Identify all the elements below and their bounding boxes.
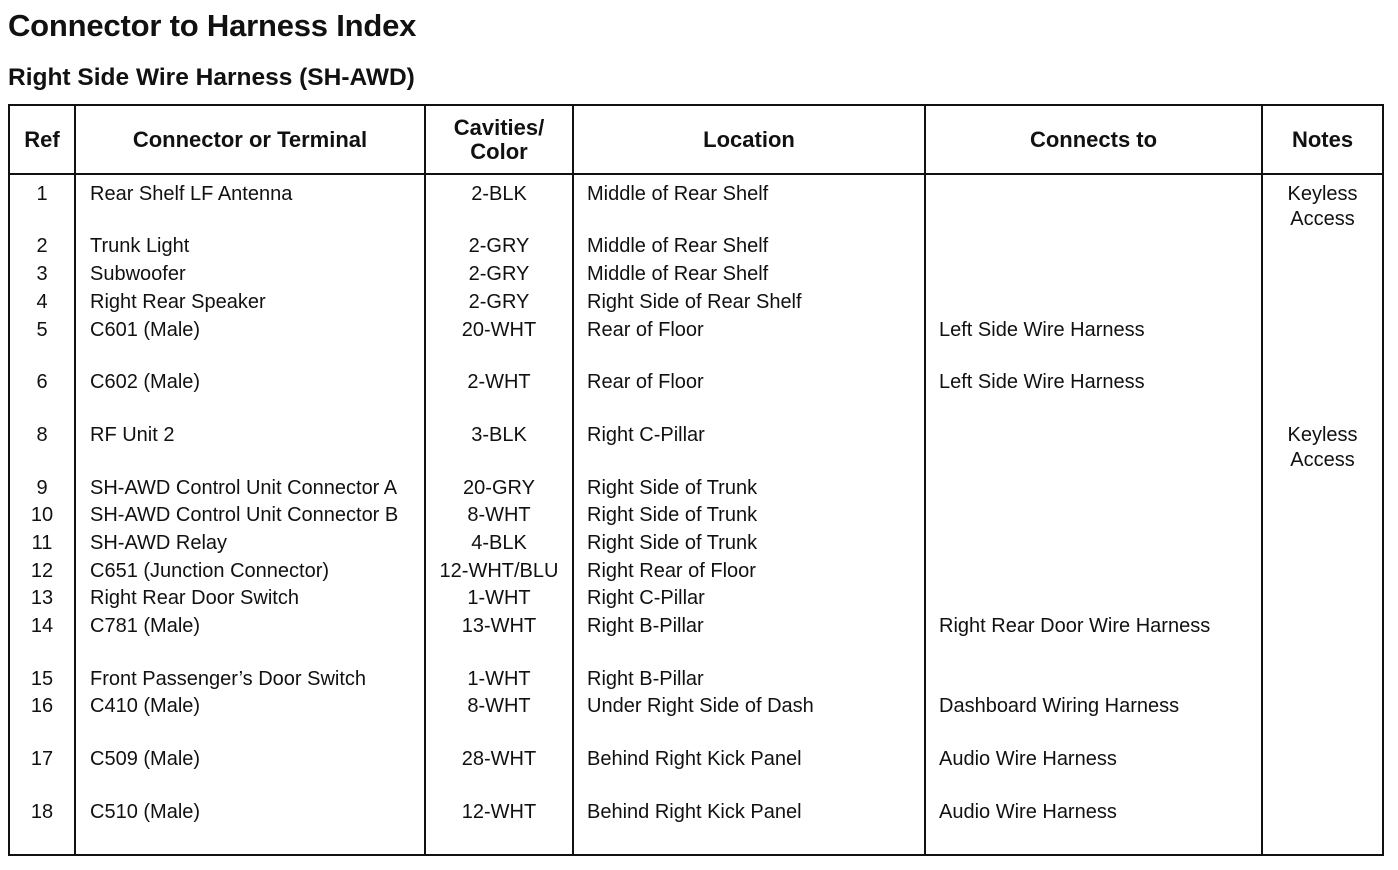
cell-cavities: 12-WHT: [461, 801, 537, 823]
cell-location: Right Rear of Floor: [587, 560, 756, 582]
header-location: Location: [703, 126, 795, 152]
cell-location: Right Side of Trunk: [587, 532, 758, 554]
cell-connector: SH-AWD Control Unit Connector A: [90, 477, 398, 499]
header-cavities-line2: Color: [470, 138, 528, 164]
cell-connector: C510 (Male): [90, 801, 201, 823]
cell-connects-to: Audio Wire Harness: [939, 801, 1117, 823]
cell-location: Behind Right Kick Panel: [587, 801, 802, 823]
connector-table: [8, 104, 1384, 856]
cell-connector: SH-AWD Relay: [90, 532, 228, 554]
cell-notes-line2: Access: [1290, 449, 1355, 471]
cell-location: Behind Right Kick Panel: [587, 748, 802, 770]
cell-cavities: 8-WHT: [467, 504, 531, 526]
cell-ref: 18: [30, 801, 54, 823]
cell-ref: 1: [36, 183, 48, 205]
cell-ref: 16: [30, 695, 54, 717]
cell-location: Right C-Pillar: [587, 424, 705, 446]
cell-ref: 8: [36, 424, 48, 446]
header-cavities: [426, 106, 572, 173]
cell-location: Right Side of Rear Shelf: [587, 291, 802, 313]
cell-cavities: 28-WHT: [461, 748, 537, 770]
cell-notes-line2: Access: [1290, 208, 1355, 230]
cell-connector: C509 (Male): [90, 748, 201, 770]
cell-ref: 5: [36, 319, 48, 341]
cell-location: Right Side of Trunk: [587, 477, 758, 499]
cell-ref: 15: [30, 668, 54, 690]
cell-connector: Rear Shelf LF Antenna: [90, 183, 293, 205]
cell-connects-to: Right Rear Door Wire Harness: [939, 615, 1211, 637]
cell-notes-line1: Keyless: [1287, 183, 1358, 205]
cell-connector: C602 (Male): [90, 371, 201, 393]
header-connector: Connector or Terminal: [132, 126, 368, 152]
cell-location: Middle of Rear Shelf: [587, 263, 769, 285]
cell-ref: 17: [30, 748, 54, 770]
cell-connects-to: Left Side Wire Harness: [939, 319, 1145, 341]
cell-location: Rear of Floor: [587, 371, 704, 393]
cell-connector: RF Unit 2: [90, 424, 175, 446]
cell-location: Right B-Pillar: [587, 615, 704, 637]
cell-location: Under Right Side of Dash: [587, 695, 814, 717]
cell-cavities: 3-BLK: [471, 424, 527, 446]
cell-ref: 13: [30, 587, 54, 609]
cell-connector: Right Rear Speaker: [90, 291, 266, 313]
cell-connector: C781 (Male): [90, 615, 201, 637]
cell-ref: 3: [36, 263, 48, 285]
cell-location: Rear of Floor: [587, 319, 704, 341]
cell-cavities: 1-WHT: [467, 668, 531, 690]
cell-ref: 14: [30, 615, 54, 637]
cell-connector: SH-AWD Control Unit Connector B: [90, 504, 399, 526]
cell-connects-to: Left Side Wire Harness: [939, 371, 1145, 393]
cell-cavities: 12-WHT/BLU: [439, 560, 559, 582]
cell-connector: C410 (Male): [90, 695, 201, 717]
cell-ref: 10: [30, 504, 54, 526]
cell-notes-line1: Keyless: [1287, 424, 1358, 446]
cell-location: Middle of Rear Shelf: [587, 235, 769, 257]
cell-cavities: 2-GRY: [468, 263, 530, 285]
cell-ref: 9: [36, 477, 48, 499]
cell-connector: Front Passenger’s Door Switch: [90, 668, 367, 690]
cell-ref: 2: [36, 235, 48, 257]
cell-ref: 11: [31, 532, 53, 554]
cell-connector: Right Rear Door Switch: [90, 587, 299, 609]
cell-cavities: 13-WHT: [461, 615, 537, 637]
cell-connector: Trunk Light: [90, 235, 190, 257]
cell-connects-to: Dashboard Wiring Harness: [939, 695, 1180, 717]
cell-connector: C601 (Male): [90, 319, 201, 341]
header-divider: [10, 173, 1382, 175]
page-title: Connector to Harness Index: [8, 8, 417, 43]
cell-location: Right B-Pillar: [587, 668, 704, 690]
cell-connects-to: Audio Wire Harness: [939, 748, 1117, 770]
cell-ref: 4: [36, 291, 48, 313]
header-ref: Ref: [24, 126, 60, 152]
cell-cavities: 2-GRY: [468, 291, 530, 313]
column-divider: [924, 106, 926, 854]
cell-location: Middle of Rear Shelf: [587, 183, 769, 205]
cell-location: Right C-Pillar: [587, 587, 705, 609]
header-cavities-line1: Cavities/: [453, 114, 545, 140]
cell-cavities: 1-WHT: [467, 587, 531, 609]
column-divider: [74, 106, 76, 854]
header-notes: Notes: [1291, 126, 1354, 152]
cell-cavities: 20-GRY: [463, 477, 535, 499]
cell-cavities: 20-WHT: [461, 319, 537, 341]
cell-cavities: 8-WHT: [467, 695, 531, 717]
column-divider: [572, 106, 574, 854]
cell-cavities: 2-BLK: [471, 183, 527, 205]
section-subtitle: Right Side Wire Harness (SH-AWD): [8, 64, 415, 91]
cell-cavities: 4-BLK: [471, 532, 527, 554]
cell-ref: 12: [30, 560, 54, 582]
cell-cavities: 2-GRY: [468, 235, 530, 257]
cell-location: Right Side of Trunk: [587, 504, 758, 526]
cell-cavities: 2-WHT: [467, 371, 531, 393]
header-connects-to: Connects to: [1029, 126, 1158, 152]
cell-ref: 6: [36, 371, 48, 393]
cell-connector: Subwoofer: [90, 263, 186, 285]
cell-connector: C651 (Junction Connector): [90, 560, 330, 582]
